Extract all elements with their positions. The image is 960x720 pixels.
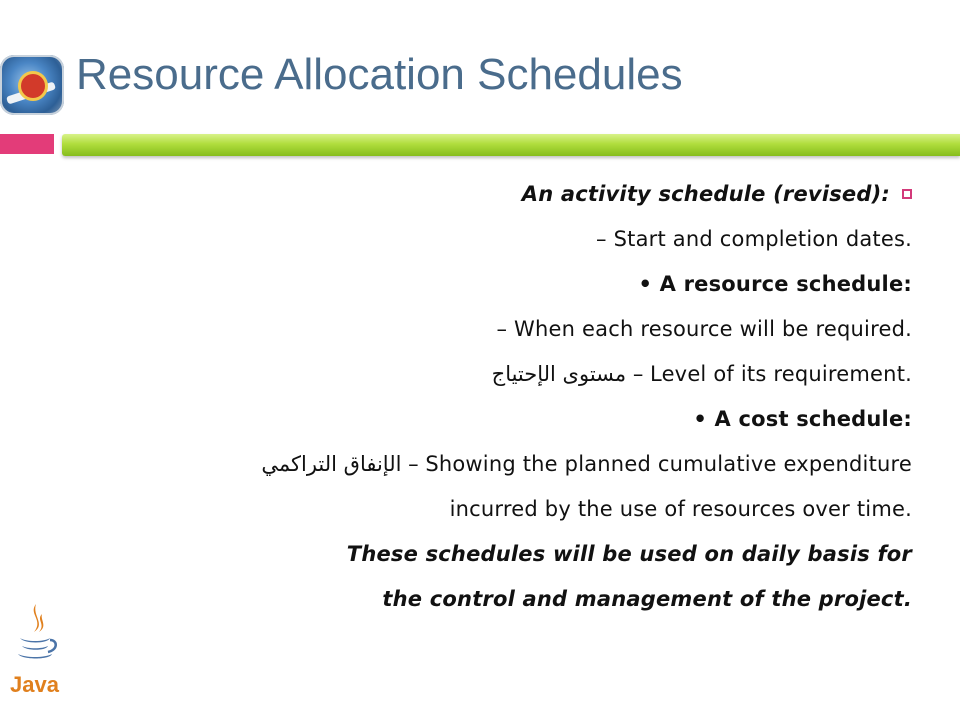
cumulative-expenditure-text: – Showing the planned cumulative expenditure: [408, 452, 912, 476]
green-title-bar: [62, 134, 960, 156]
level-requirement-text: – Level of its requirement.: [632, 362, 912, 386]
content-line-3: [52, 264, 912, 309]
square-bullet-icon: [902, 189, 912, 199]
incurred-text: incurred by the use of resources over time.: [449, 497, 912, 521]
content-line-7: [52, 444, 912, 489]
content-line-2: [52, 219, 912, 264]
content-line-10: [52, 579, 912, 624]
content-line-8: [52, 489, 912, 534]
java-logo-icon: [6, 600, 62, 700]
slide-title: Resource Allocation Schedules: [76, 50, 683, 99]
resource-schedule-heading: • A resource schedule:: [638, 272, 912, 296]
content-line-6: [52, 399, 912, 444]
content-line-9: [52, 534, 912, 579]
arabic-cumulative-text: الإنفاق التراكمي: [261, 452, 402, 476]
slide-content: [52, 174, 912, 624]
daily-basis-text: These schedules will be used on daily basis for: [346, 542, 912, 566]
when-required-text: – When each resource will be required.: [496, 317, 912, 341]
content-line-5: [52, 354, 912, 399]
pink-accent-block: [0, 134, 54, 154]
content-line-4: [52, 309, 912, 354]
activity-schedule-heading: An activity schedule (revised):: [521, 182, 890, 206]
content-line-1: [52, 174, 912, 219]
java-wordmark: Java: [10, 672, 59, 697]
globe-logo-icon: [0, 55, 64, 115]
start-completion-text: – Start and completion dates.: [596, 227, 912, 251]
control-management-text: the control and management of the project.: [382, 587, 912, 611]
cost-schedule-heading: • A cost schedule:: [693, 407, 912, 431]
arabic-level-text: مستوى الإحتياج: [491, 362, 627, 386]
logo-emblem: [18, 71, 48, 101]
